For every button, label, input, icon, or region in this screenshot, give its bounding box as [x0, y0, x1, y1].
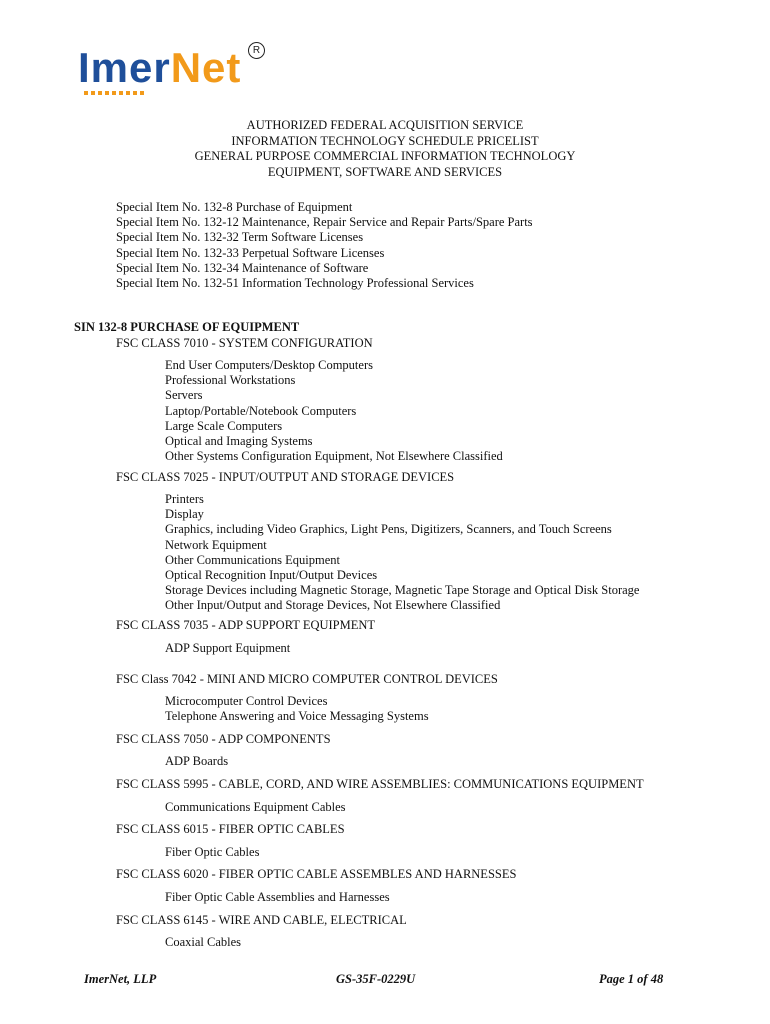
logo-wordmark: [78, 40, 241, 96]
list-item: Large Scale Computers: [165, 418, 283, 433]
special-item: Special Item No. 132-8 Purchase of Equipment: [116, 200, 353, 214]
header-line-3: GENERAL PURPOSE COMMERCIAL INFORMATION TECHNOLOGY: [194, 149, 576, 163]
fsc-class-items: [165, 935, 241, 950]
list-item: Telephone Answering and Voice Messaging Systems: [165, 709, 429, 724]
fsc-class-title: FSC CLASS 6020 - FIBER OPTIC CABLE ASSEMBLES AND HARNESSES: [116, 867, 517, 881]
fsc-class-items: [165, 358, 503, 464]
fsc-class-title: FSC CLASS 7035 - ADP SUPPORT EQUIPMENT: [116, 618, 376, 632]
list-item: Optical Recognition Input/Output Devices: [165, 568, 378, 583]
list-item: Other Communications Equipment: [165, 552, 340, 567]
list-item: Communications Equipment Cables: [165, 800, 346, 814]
fsc-class-title: FSC CLASS 5995 - CABLE, CORD, AND WIRE ASSEMBLIES: COMMUNICATIONS EQUIPMENT: [116, 777, 644, 791]
list-item: Laptop/Portable/Notebook Computers: [165, 403, 357, 418]
logo-dot-strip: [84, 91, 144, 95]
list-item: Graphics, including Video Graphics, Light Pens, Digitizers, Scanners, and Touch Screens: [165, 522, 612, 537]
list-item: ADP Boards: [165, 754, 229, 768]
special-item: Special Item No. 132-12 Maintenance, Repair Service and Repair Parts/Spare Parts: [116, 215, 533, 230]
list-item: Printers: [165, 492, 204, 506]
company-logo: [78, 40, 268, 96]
list-item: End User Computers/Desktop Computers: [165, 358, 373, 372]
fsc-class-items: [165, 800, 346, 815]
header-line-2: INFORMATION TECHNOLOGY SCHEDULE PRICELIST: [231, 133, 539, 148]
fsc-class-items: [165, 754, 228, 769]
footer-contract-number: GS-35F-0229U: [336, 972, 416, 986]
fsc-class-title: FSC Class 7042 - MINI AND MICRO COMPUTER CONTROL DEVICES: [116, 672, 498, 686]
list-item: Coaxial Cables: [165, 935, 242, 949]
fsc-class-items: [165, 890, 390, 905]
logo-part-imer: Imer: [78, 44, 171, 91]
special-item: Special Item No. 132-51 Information Technology Professional Services: [116, 276, 474, 291]
sin-section-title: SIN 132-8 PURCHASE OF EQUIPMENT: [74, 320, 300, 334]
footer-company: ImerNet, LLP: [84, 972, 157, 986]
list-item: Fiber Optic Cables: [165, 845, 260, 859]
fsc-class-title: FSC CLASS 7010 - SYSTEM CONFIGURATION: [116, 336, 373, 350]
fsc-class-items: [165, 641, 290, 656]
list-item: Network Equipment: [165, 537, 267, 552]
list-item: Display: [165, 507, 204, 522]
fsc-class-title: FSC CLASS 7050 - ADP COMPONENTS: [116, 732, 331, 746]
list-item: Fiber Optic Cable Assemblies and Harnesses: [165, 890, 390, 904]
list-item: Other Input/Output and Storage Devices, Not Elsewhere Classified: [165, 598, 501, 613]
special-item: Special Item No. 132-33 Perpetual Software Licenses: [116, 245, 385, 260]
header-line-4: EQUIPMENT, SOFTWARE AND SERVICES: [267, 164, 503, 179]
list-item: Professional Workstations: [165, 373, 296, 388]
header-line-1: AUTHORIZED FEDERAL ACQUISITION SERVICE: [246, 118, 524, 132]
special-item: Special Item No. 132-32 Term Software Licenses: [116, 230, 364, 245]
footer-page-number: Page 1 of 48: [599, 972, 664, 986]
fsc-class-title: FSC CLASS 7025 - INPUT/OUTPUT AND STORAGE DEVICES: [116, 470, 455, 484]
list-item: ADP Support Equipment: [165, 641, 291, 655]
fsc-class-title: FSC CLASS 6145 - WIRE AND CABLE, ELECTRICAL: [116, 913, 407, 927]
logo-part-net: Net: [170, 44, 242, 91]
list-item: Servers: [165, 388, 203, 403]
list-item: Microcomputer Control Devices: [165, 694, 328, 708]
list-item: Other Systems Configuration Equipment, Not Elsewhere Classified: [165, 449, 503, 464]
list-item: Optical and Imaging Systems: [165, 434, 313, 449]
fsc-class-title: FSC CLASS 6015 - FIBER OPTIC CABLES: [116, 822, 345, 836]
fsc-class-items: [165, 845, 259, 860]
fsc-class-items: [165, 492, 639, 614]
fsc-class-items: [165, 694, 429, 724]
special-item: Special Item No. 132-34 Maintenance of Software: [116, 260, 369, 275]
list-item: Storage Devices including Magnetic Storage, Magnetic Tape Storage and Optical Disk Storage: [165, 583, 640, 598]
special-item-list: [116, 200, 533, 291]
registered-mark: R: [248, 42, 265, 59]
document-header: [0, 118, 770, 180]
